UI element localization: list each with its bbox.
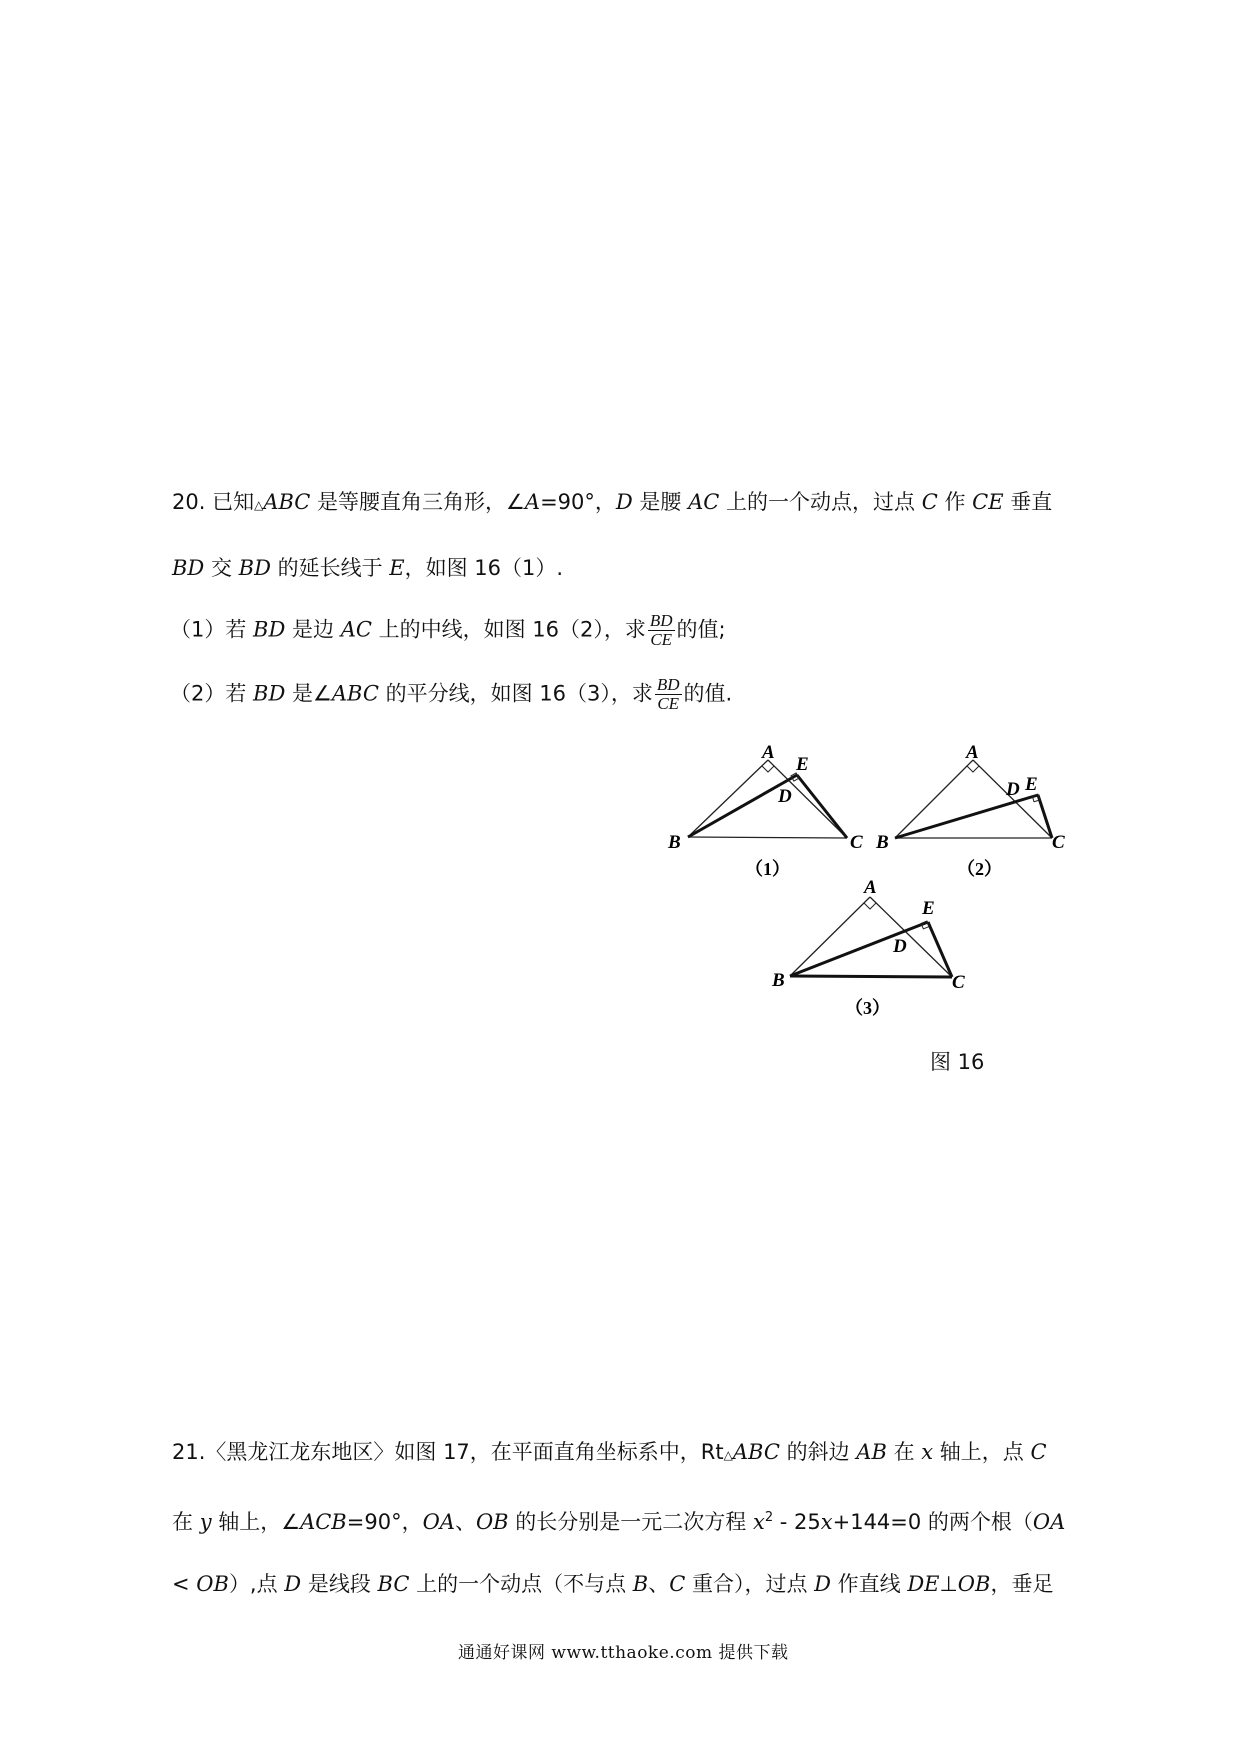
point-label-a: A xyxy=(864,877,877,898)
point-label-b: B xyxy=(876,832,889,853)
point-label-c: C xyxy=(850,832,863,853)
point-label-a: A xyxy=(762,742,775,763)
point-label-a: A xyxy=(966,742,979,763)
panel-label-2: （2） xyxy=(957,859,1002,879)
figure-panel-2 xyxy=(875,742,1065,879)
q20-part-1: （1）若 BD 是边 AC 上的中线，如图 16（2），求 $\frac{BD}{CE}$ 的值; xyxy=(170,611,726,649)
point-label-e: E xyxy=(1025,774,1038,795)
q20-part-2: （2）若 BD 是∠ABC 的平分线，如图 16（3），求 $\frac{BD}{CE}$ 的值. xyxy=(170,675,733,713)
q21-line-1: 21.〈黑龙江龙东地区〉如图 17，在平面直角坐标系中，Rt△ABC 的斜边 AB 在 x 轴上，点 C xyxy=(172,1440,1047,1464)
point-label-d: D xyxy=(1006,779,1020,800)
fraction-bd-ce: $\frac{BD}{CE}$ xyxy=(649,611,673,649)
point-label-d: D xyxy=(893,936,907,957)
panel-label-1: （1） xyxy=(745,859,790,879)
point-label-c: C xyxy=(952,972,965,993)
panel-label-3: （3） xyxy=(845,998,890,1018)
point-label-d: D xyxy=(778,786,792,807)
q21-line-3: < OB）,点 D 是线段 BC 上的一个动点（不与点 B、C 重合），过点 D 作直线 DE⊥OB，垂足 xyxy=(172,1572,1054,1596)
page-footer: 通通好课网 www.tthaoke.com 提供下载 xyxy=(458,1643,789,1663)
q21-line-2: 在 y 轴上，∠ACB=90°，OA、OB 的长分别是一元二次方程 $x^2 - 25x+144=0$ 的两个根（OA xyxy=(172,1510,1066,1534)
fraction-bd-ce: $\frac{BD}{CE}$ xyxy=(656,675,680,713)
point-label-b: B xyxy=(668,832,681,853)
q20-line-1: 20. 已知△ABC 是等腰直角三角形，∠A=90°，D 是腰 AC 上的一个动点，过点 C 作 CE 垂直 xyxy=(172,490,1053,514)
figure-panel-1 xyxy=(667,742,863,879)
point-label-e: E xyxy=(796,754,809,775)
point-label-b: B xyxy=(772,970,785,991)
q20-line-2: BD 交 BD 的延长线于 E，如图 16（1）. xyxy=(172,556,564,580)
point-label-e: E xyxy=(922,898,935,919)
figure-caption: 图 16 xyxy=(930,1050,985,1074)
point-label-c: C xyxy=(1052,832,1065,853)
figure-panel-3 xyxy=(771,877,965,1018)
